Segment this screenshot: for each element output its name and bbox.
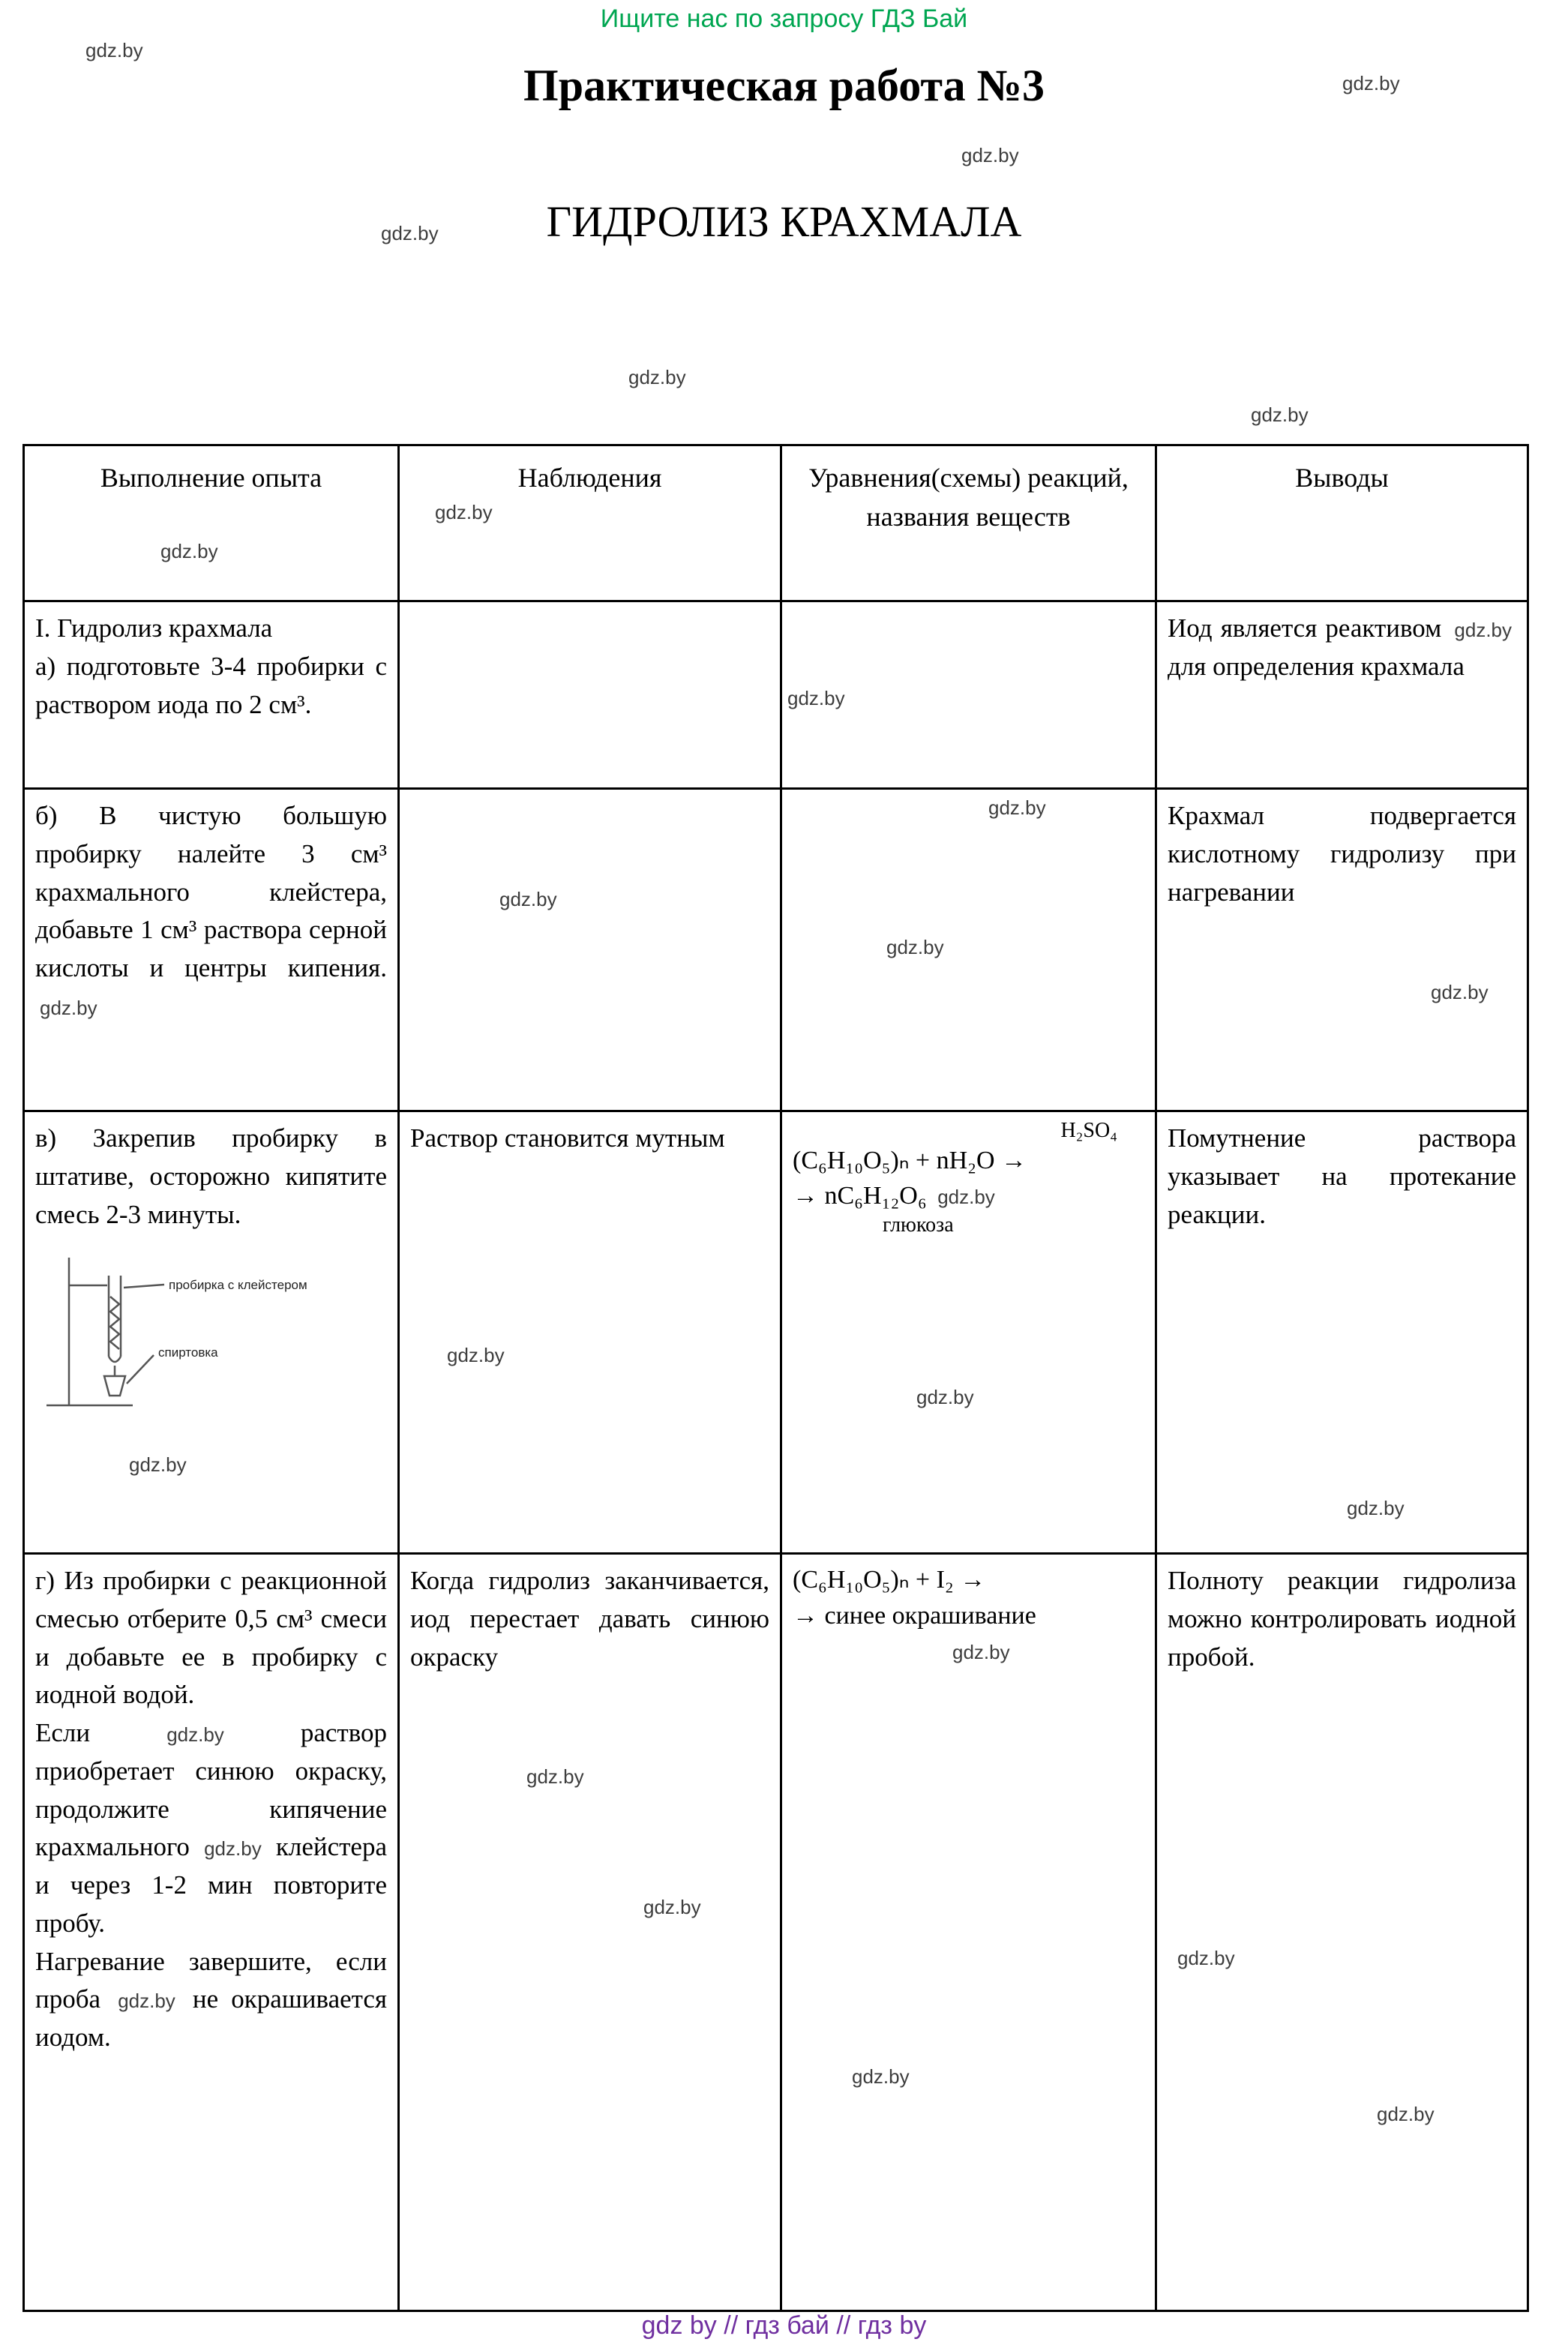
- procedure-text: Если gdz.by раствор приобретает синюю окраску, продолжите кипячение крахмального gdz.by клейстера и через 1-2 мин повторите пробу.: [35, 1718, 388, 1938]
- equation-line: (C₆H₁₀O₅)ₙ + I₂ →: [793, 1566, 986, 1594]
- cell-observations-row3: [399, 1111, 781, 1554]
- diagram-label-tube: пробирка с клейстером: [169, 1278, 307, 1293]
- watermark: gdz.by: [1431, 981, 1489, 1003]
- watermark: gdz.by: [204, 1837, 262, 1861]
- watermark: gdz.by: [1251, 403, 1309, 426]
- page-subtitle: ГИДРОЛИЗ КРАХМАЛА: [546, 197, 1022, 246]
- watermark: gdz.by: [952, 1641, 1010, 1663]
- cell-equations-row4: [781, 1554, 1156, 2311]
- cell-procedure-row4: [24, 1554, 399, 2311]
- diagram-label-lamp: спиртовка: [158, 1345, 218, 1360]
- page-title: Практическая работа №3: [523, 61, 1045, 110]
- watermark: gdz.by: [1454, 619, 1513, 641]
- observation-text: Раствор становится мутным: [410, 1123, 725, 1153]
- cell-conclusion-row4: [1156, 1554, 1528, 2311]
- procedure-text: б) В чистую большую пробирку налейте 3 см³ крахмального клейстера, добавьте 1 см³ раствора серной кислоты и центры кипения.: [35, 801, 387, 982]
- cell-observations-row2: [399, 789, 781, 1111]
- watermark: gdz.by: [988, 796, 1046, 819]
- watermark: gdz.by: [166, 1723, 224, 1746]
- equation-note: глюкоза: [883, 1213, 954, 1237]
- conclusion-text: Крахмал подвергается кислотному гидролизу при нагревании: [1168, 801, 1516, 907]
- cell-conclusion-row1: [1156, 601, 1528, 789]
- watermark: gdz.by: [643, 1896, 701, 1918]
- cell-conclusion-row2: [1156, 789, 1528, 1111]
- header-cell-conclusions: Выводы: [1156, 445, 1528, 601]
- watermark: gdz.by: [118, 1990, 175, 2013]
- table-row: [24, 1554, 1528, 2311]
- watermark: gdz.by: [1342, 72, 1400, 94]
- header-cell-equations: Уравнения(схемы) реакций, названия веществ: [781, 445, 1156, 601]
- reaction-equation: [793, 1120, 1144, 1237]
- watermark: gdz.by: [447, 1344, 505, 1366]
- cell-conclusion-row3: [1156, 1111, 1528, 1554]
- watermark: gdz.by: [129, 1453, 187, 1476]
- cell-equations-row3: [781, 1111, 1156, 1554]
- procedure-text: а) подготовьте 3-4 пробирки с раствором иода по 2 см³.: [35, 651, 387, 719]
- procedure-text: Нагревание завершите, если проба gdz.by не окрашивается иодом.: [35, 1946, 387, 2052]
- watermark: gdz.by: [916, 1386, 974, 1408]
- footer-text: gdz by // гдз бай // гдз by: [641, 2311, 927, 2340]
- watermark: gdz.by: [937, 1186, 995, 1209]
- cell-observations-row1: [399, 601, 781, 789]
- cell-procedure-row1: [24, 601, 399, 789]
- procedure-heading: I. Гидролиз крахмала: [35, 613, 273, 643]
- cell-procedure-row3: [24, 1111, 399, 1554]
- watermark: gdz.by: [40, 996, 97, 1019]
- observation-text: Когда гидролиз заканчивается, иод перестает давать синюю окраску: [410, 1566, 769, 1672]
- watermark: gdz.by: [499, 888, 557, 910]
- equation-line: → nC₆H₁₂O₆ gdz.by: [793, 1178, 1144, 1214]
- header-cell-observations: Наблюдения: [399, 445, 781, 601]
- equation-line: → синее окрашивание: [793, 1601, 1036, 1630]
- conclusion-text: Иод является реактивом: [1168, 613, 1442, 643]
- conclusion-text: для определения крахмала: [1168, 651, 1465, 681]
- header-cell-procedure: Выполнение опыта: [24, 445, 399, 601]
- watermark: gdz.by: [886, 936, 944, 958]
- cell-equations-row2: [781, 789, 1156, 1111]
- equation-catalyst: H₂SO₄: [1060, 1119, 1117, 1142]
- watermark: gdz.by: [1177, 1947, 1235, 1969]
- worksheet-table: [22, 444, 1529, 2312]
- watermark: gdz.by: [381, 222, 439, 244]
- watermark: gdz.by: [852, 2065, 910, 2088]
- watermark: gdz.by: [787, 687, 845, 709]
- watermark: gdz.by: [1377, 2103, 1435, 2125]
- apparatus-diagram: [35, 1244, 387, 1435]
- conclusion-text: Полноту реакции гидролиза можно контролировать иодной пробой.: [1168, 1566, 1516, 1672]
- watermark: gdz.by: [628, 366, 686, 388]
- watermark: gdz.by: [85, 39, 143, 61]
- procedure-text: г) Из пробирки с реакционной смесью отберите 0,5 см³ смеси и добавьте ее в пробирку с иодной водой.: [35, 1566, 387, 1710]
- watermark: gdz.by: [160, 540, 218, 562]
- cell-observations-row4: [399, 1554, 781, 2311]
- watermark: gdz.by: [961, 144, 1019, 166]
- watermark: gdz.by: [526, 1765, 584, 1788]
- cell-procedure-row2: [24, 789, 399, 1111]
- procedure-text: в) Закрепив пробирку в штативе, осторожно кипятите смесь 2-3 минуты.: [35, 1123, 387, 1229]
- table-row: [24, 601, 1528, 789]
- reaction-equation: [793, 1562, 1144, 1633]
- table-row: [24, 1111, 1528, 1554]
- watermark: gdz.by: [1347, 1497, 1405, 1519]
- table-row: [24, 789, 1528, 1111]
- equation-line: (C₆H₁₀O₅)ₙ + nH₂O →: [793, 1146, 1027, 1174]
- watermark: gdz.by: [435, 501, 493, 523]
- conclusion-text: Помутнение раствора указывает на протекание реакции.: [1168, 1123, 1516, 1229]
- promo-banner: Ищите нас по запросу ГДЗ Бай: [600, 4, 968, 33]
